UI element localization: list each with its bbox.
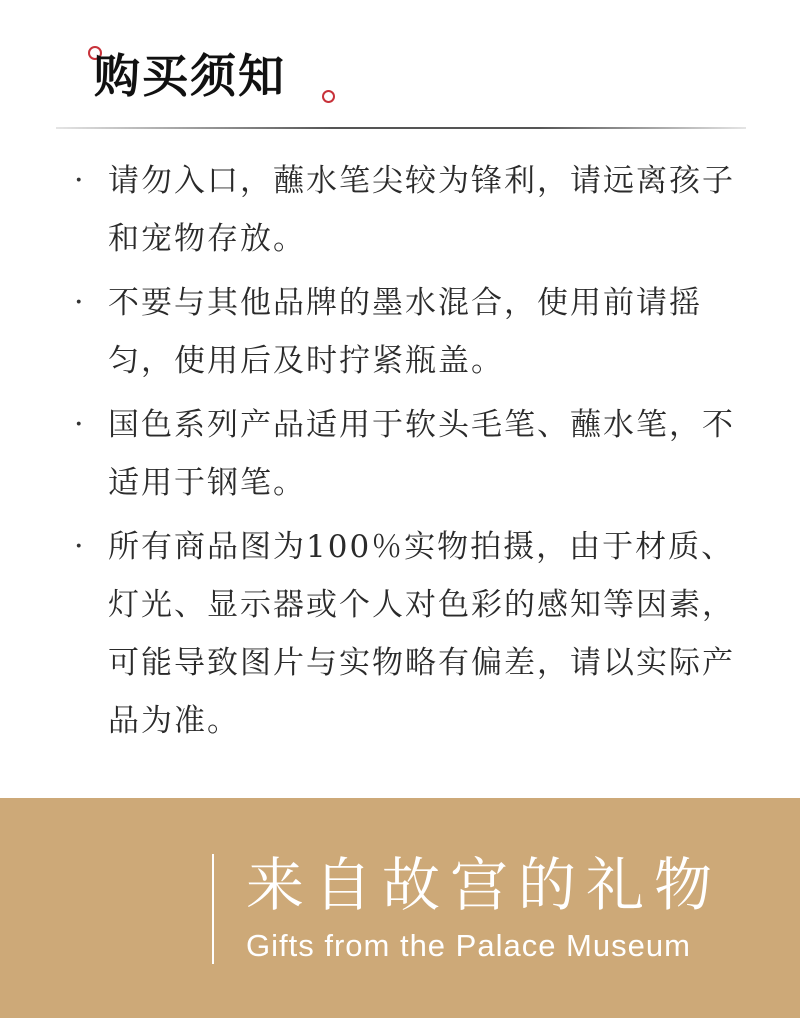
- footer-title-cn: 来自故宫的礼物: [246, 851, 723, 919]
- bullet-icon: ·: [74, 407, 84, 442]
- page-title: 购买须知: [94, 49, 286, 103]
- notice-list: [74, 152, 754, 756]
- bullet-icon: ·: [74, 285, 84, 320]
- notice-text: 请勿入口，蘸水笔尖较为锋利，请远离孩子和宠物存放。: [108, 163, 735, 257]
- footer-title-en: Gifts from the Palace Museum: [246, 928, 691, 963]
- footer-divider: [212, 854, 214, 964]
- notice-text: 国色系列产品适用于软头毛笔、蘸水笔，不适用于钢笔。: [108, 407, 735, 501]
- notice-text: 不要与其他品牌的墨水混合，使用前请摇匀，使用后及时拧紧瓶盖。: [108, 285, 702, 379]
- divider: [56, 127, 746, 129]
- red-circle-decoration-icon: [322, 90, 335, 103]
- list-item: [74, 152, 754, 268]
- header: [0, 0, 800, 130]
- footer-banner: [0, 798, 800, 1018]
- bullet-icon: ·: [74, 163, 84, 198]
- list-item: [74, 518, 754, 750]
- bullet-icon: ·: [74, 529, 84, 564]
- notice-text: 所有商品图为100％实物拍摄，由于材质、灯光、显示器或个人对色彩的感知等因素，可能导致图片与实物略有偏差，请以实际产品为准。: [108, 529, 735, 739]
- list-item: [74, 396, 754, 512]
- list-item: [74, 274, 754, 390]
